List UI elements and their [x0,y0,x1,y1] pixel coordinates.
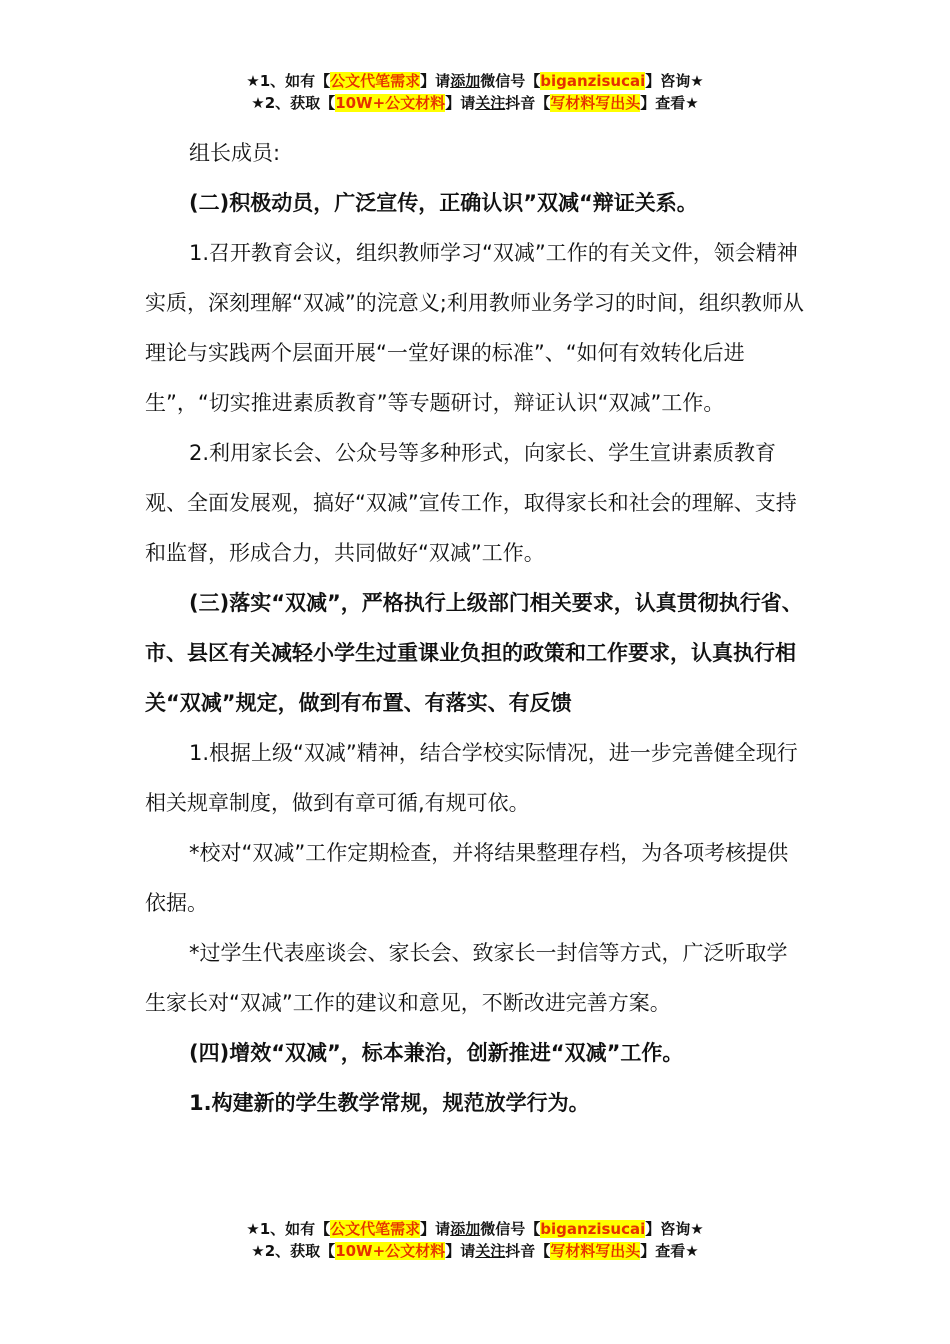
banner-line-2 [0,92,950,114]
banner-highlight: 10W+公文材料 [335,1242,446,1260]
banner-text: 】咨询★ [645,72,704,90]
paragraph-members: 组长成员: [189,141,281,165]
banner-line-2 [0,1240,950,1262]
banner-highlight: biganzisucai [540,72,646,90]
banner-highlight: 写材料写出头 [550,94,641,112]
banner-text: 】请 [445,1242,476,1260]
section-heading-3: (三)落实“双减”，严格执行上级部门相关要求，认真贯彻执行省、市、县区有关减轻小学生过重课业负担的政策和工作要求，认真执行相关“双减”规定，做到有布置、有落实、有反馈 [145,591,803,715]
banner-text: 】查看★ [640,1242,699,1260]
banner-line-1 [0,1218,950,1240]
banner-text: 】咨询★ [645,1220,704,1238]
banner-emphasis: 添加 [450,1220,481,1238]
paragraph-regulations: 1.根据上级“双减”精神，结合学校实际情况，进一步完善健全现行相关规章制度，做到有章可循,有规可依。 [145,741,798,815]
subheading-4-1: 1.构建新的学生教学常规，规范放学行为。 [189,1091,590,1115]
paragraph-education-meeting: 1.召开教育会议，组织教师学习“双减”工作的有关文件，领会精神实质，深刻理解“双减”的浣意义;利用教师业务学习的时间，组织教师从理论与实践两个层面开展“一堂好课的标准”、“如何有效转化后进生”，“切实推进素质教育”等专题研讨，辩证认识“双减”工作。 [145,241,804,415]
paragraph-inspection: *校对“双减”工作定期检查，并将结果整理存档，为各项考核提供依据。 [145,841,789,915]
banner-text: 微信号【 [480,72,541,90]
banner-emphasis: 关注 [475,1242,506,1260]
banner-text: 微信号【 [480,1220,541,1238]
banner-text: ★2、获取【 [251,94,336,112]
banner-highlight: 公文代笔需求 [330,1220,421,1238]
banner-text: ★1、如有【 [246,1220,331,1238]
banner-emphasis: 添加 [450,72,481,90]
banner-text: ★2、获取【 [251,1242,336,1260]
document-body [145,128,807,1128]
section-heading-4: (四)增效“双减”，标本兼治，创新推进“双减”工作。 [189,1041,684,1065]
banner-highlight: 写材料写出头 [550,1242,641,1260]
banner-highlight: 10W+公文材料 [335,94,446,112]
footer-banner [0,1218,950,1262]
banner-line-1 [0,70,950,92]
banner-highlight: 公文代笔需求 [330,72,421,90]
banner-text: 】请 [445,94,476,112]
banner-highlight: biganzisucai [540,1220,646,1238]
paragraph-parent-meeting: 2.利用家长会、公众号等多种形式，向家长、学生宣讲素质教育观、全面发展观，搞好“双减”宣传工作，取得家长和社会的理解、支持和监督，形成合力，共同做好“双减”工作。 [145,441,797,565]
banner-text: 】请 [420,72,451,90]
banner-text: 抖音【 [505,1242,551,1260]
banner-text: 】查看★ [640,94,699,112]
section-heading-2: (二)积极动员，广泛宣传，正确认识”双减“辩证关系。 [189,191,698,215]
banner-text: 抖音【 [505,94,551,112]
banner-text: 】请 [420,1220,451,1238]
paragraph-feedback: *过学生代表座谈会、家长会、致家长一封信等方式，广泛听取学生家长对“双减”工作的建议和意见，不断改进完善方案。 [145,941,788,1015]
banner-text: ★1、如有【 [246,72,331,90]
header-banner [0,70,950,114]
banner-emphasis: 关注 [475,94,506,112]
